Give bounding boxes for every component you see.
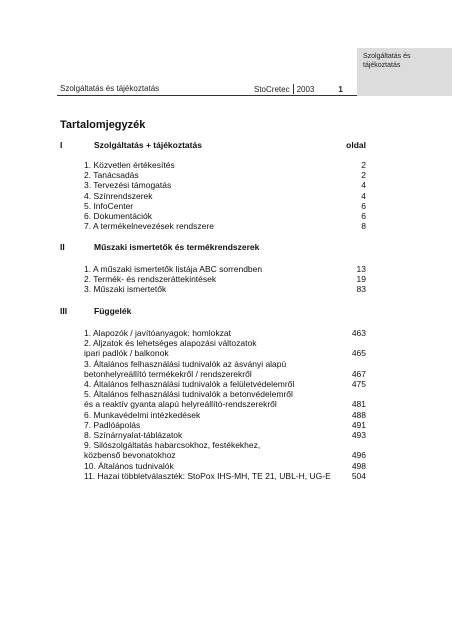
toc-entry-label [84,461,366,471]
toc-entry-label [84,338,366,358]
toc-entry [84,440,366,460]
running-header-right [254,84,343,95]
section-1-list [84,160,366,231]
toc-entry-page: 6 [361,200,366,211]
tab-line-1: Szolgáltatás és [363,53,411,60]
header-rule [57,95,357,96]
toc-entry-page: 498 [351,460,366,471]
toc-entry-page: 4 [361,190,366,201]
toc-entry [84,420,366,430]
toc-entry-page: 2 [361,160,366,170]
toc-entry-line: 2. Tanácsadás [84,170,139,181]
header-year: 2003 [296,85,315,94]
section-title: Szolgáltatás + tájékoztatás [94,140,202,150]
toc-entry-line: 5. InfoCenter [84,200,134,211]
toc-entry-line: ipari padlók / balkonok [84,348,169,359]
toc-entry-line: közbenső bevonatokhoz [84,450,176,461]
toc-entry-label [84,274,366,284]
toc-entry-line: 5. Általános felhasználási tudnivalók a betonvédelemről [84,389,293,400]
toc-entry-page: 481 [351,399,366,410]
toc-entry [84,461,366,471]
toc-entry-page: 467 [351,368,366,379]
toc-entry [84,328,366,338]
toc-entry-line: betonhelyreállító termékekről / rendszerekről [84,368,252,379]
toc-entry-page: 465 [351,348,366,359]
toc-entry-label [84,389,366,409]
section-number: I [60,140,63,150]
toc-entry-label [84,160,366,170]
toc-entry-line: 6. Dokumentációk [84,211,153,222]
toc-entry-line: 4. Általános felhasználási tudnivalók a felületvédelemről [84,379,295,390]
toc-entry [84,191,366,201]
section-tab [357,48,452,96]
toc-entry-line: 2. Termék- és rendszeráttekintések [84,274,217,285]
toc-entry-line: 1. Alapozók / javítóanyagok: homlokzat [84,328,231,338]
toc-entry [84,379,366,389]
toc-entry-page: 488 [351,409,366,420]
toc-entry-label [84,284,366,294]
toc-entry [84,264,366,274]
toc-entry-page: 8 [361,221,366,232]
toc-entry [84,430,366,440]
toc-entry-page: 19 [356,274,366,285]
toc-entry-line: és a reaktív gyanta alapú helyreállító-rendszerekről [84,399,277,410]
toc-entry-line: 3. Általános felhasználási tudnivalók az ásványi alapú [84,358,287,369]
toc-entry [84,410,366,420]
toc-entry-page: 496 [351,450,366,461]
toc-entry-label [84,440,366,460]
section-title: Függelék [94,306,132,316]
toc-entry-page: 463 [351,328,366,338]
toc-entry-page: 493 [351,430,366,441]
toc-entry [84,180,366,190]
toc-entry-label [84,170,366,180]
toc-entry-line: 6. Munkavédelmi intézkedések [84,409,201,420]
toc-entry-line: 10. Általános tudnivalók [84,460,174,471]
toc-entry-line: 1. Közvetlen értékesítés [84,160,175,170]
toc-entry [84,170,366,180]
toc-entry-label [84,430,366,440]
toc-entry-line: 3. Tervezési támogatás [84,180,172,191]
toc-entry-label [84,211,366,221]
toc-entry-line: 7. Padlóápolás [84,419,141,430]
toc-entry [84,160,366,170]
running-header-title: Szolgáltatás és tájékoztatás [60,84,160,93]
toc-entry-label [84,328,366,338]
toc-entry-page: 13 [356,264,366,274]
toc-entry [84,211,366,221]
toc-entry-line: 4. Színrendszerek [84,190,153,201]
toc-entry-line: 11. Hazai többletválaszték: StoPox IHS-MH, TE 21, UBL-H, UG-E [84,470,331,481]
toc-entry-label [84,264,366,274]
header-separator [293,84,294,94]
toc-entry [84,359,366,379]
toc-entry [84,338,366,358]
toc-entry-line: 3. Műszaki ismertetők [84,284,167,295]
section-2-list [84,264,366,295]
toc-entry-line: 1. A műszaki ismertetők listája ABC sorrendben [84,264,263,274]
page-number: 1 [338,85,343,94]
brand-name: StoCretec [254,85,290,94]
toc-entry [84,284,366,294]
toc-entry-page: 6 [361,211,366,222]
toc-entry-label [84,379,366,389]
toc-entry-page: 504 [351,470,366,481]
page-column-label: oldal [346,140,366,150]
toc-entry [84,274,366,284]
toc-entry-label [84,359,366,379]
section-title: Műszaki ismertetők és termékrendszerek [94,242,260,252]
section-number: III [60,306,68,316]
toc-entry-page: 491 [351,419,366,430]
toc-entry-label [84,201,366,211]
toc-entry-label [84,471,366,481]
toc-entry-line: 9. Silószolgáltatás habarcsokhoz, festékekhez, [84,440,261,451]
toc-entry-page: 475 [351,379,366,390]
toc-entry-line: 7. A termékelnevezések rendszere [84,221,214,232]
toc-entry-page: 83 [356,284,366,295]
tab-line-2: tájékoztatás [363,62,401,69]
toc-entry-label [84,191,366,201]
toc-entry-label [84,410,366,420]
toc-entry-line: 8. Színárnyalat-táblázatok [84,430,183,441]
toc-entry-label [84,221,366,231]
toc-entry [84,221,366,231]
toc-entry-label [84,420,366,430]
toc-entry [84,389,366,409]
toc-entry [84,201,366,211]
toc-entry-label [84,180,366,190]
toc-entry-page: 2 [361,170,366,181]
toc-title: Tartalomjegyzék [60,119,146,131]
section-number: II [60,242,65,252]
toc-entry [84,471,366,481]
toc-entry-page: 4 [361,180,366,191]
toc-entry-line: 2. Aljzatok és lehetséges alapozási változatok [84,338,257,349]
section-3-list [84,328,366,481]
